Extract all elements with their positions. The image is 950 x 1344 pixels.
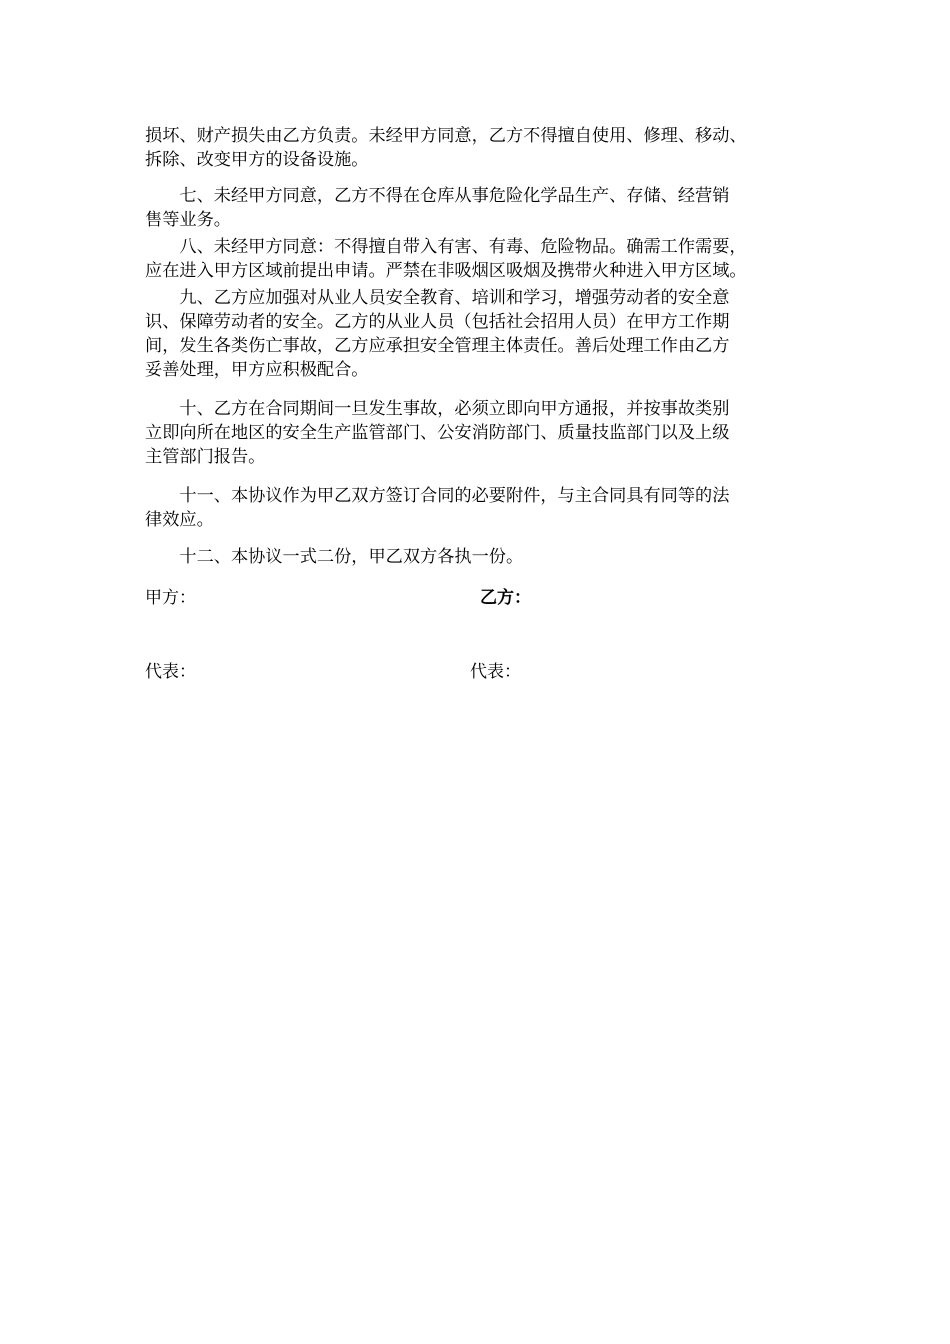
paragraph-line: 十二、本协议一式二份，甲乙双方各执一份。	[145, 547, 524, 567]
paragraph-clause-11	[145, 484, 825, 532]
paragraph-line: 十、乙方在合同期间一旦发生事故，必须立即向甲方通报，并按事故类别	[145, 399, 730, 419]
paragraph-line: 主管部门报告。	[145, 447, 266, 467]
paragraph-line: 售等业务。	[145, 210, 231, 230]
paragraph-clause-9	[145, 286, 825, 382]
paragraph-line: 立即向所在地区的安全生产监管部门、公安消防部门、质量技监部门以及上级	[145, 423, 730, 443]
paragraph-clause-12	[145, 545, 825, 569]
party-a-representative-label: 代表：	[145, 662, 196, 682]
paragraph-line: 律效应。	[145, 510, 214, 530]
party-a-label: 甲方：	[145, 588, 196, 608]
paragraph-clause-10	[145, 397, 825, 469]
paragraph-line: 九、乙方应加强对从业人员安全教育、培训和学习，增强劳动者的安全意	[145, 288, 730, 308]
paragraph-line: 妥善处理，甲方应积极配合。	[145, 360, 369, 380]
paragraph-clause-8	[145, 235, 825, 283]
paragraph-line: 应在进入甲方区域前提出申请。严禁在非吸烟区吸烟及携带火种进入甲方区域。	[145, 261, 747, 281]
party-b-representative-label: 代表：	[470, 662, 521, 682]
paragraph-line: 损坏、财产损失由乙方负责。未经甲方同意，乙方不得擅自使用、修理、移动、	[145, 126, 747, 146]
party-b-label: 乙方：	[480, 588, 531, 608]
paragraph-line: 七、未经甲方同意，乙方不得在仓库从事危险化学品生产、存储、经营销	[145, 186, 730, 206]
paragraph-line: 识、保障劳动者的安全。乙方的从业人员（包括社会招用人员）在甲方工作期	[145, 312, 730, 332]
paragraph-continuation	[145, 124, 825, 172]
paragraph-line: 间，发生各类伤亡事故，乙方应承担安全管理主体责任。善后处理工作由乙方	[145, 336, 730, 356]
paragraph-clause-7	[145, 184, 825, 232]
paragraph-line: 拆除、改变甲方的设备设施。	[145, 150, 369, 170]
paragraph-line: 十一、本协议作为甲乙双方签订合同的必要附件，与主合同具有同等的法	[145, 486, 730, 506]
paragraph-line: 八、未经甲方同意：不得擅自带入有害、有毒、危险物品。确需工作需要，	[145, 237, 747, 257]
